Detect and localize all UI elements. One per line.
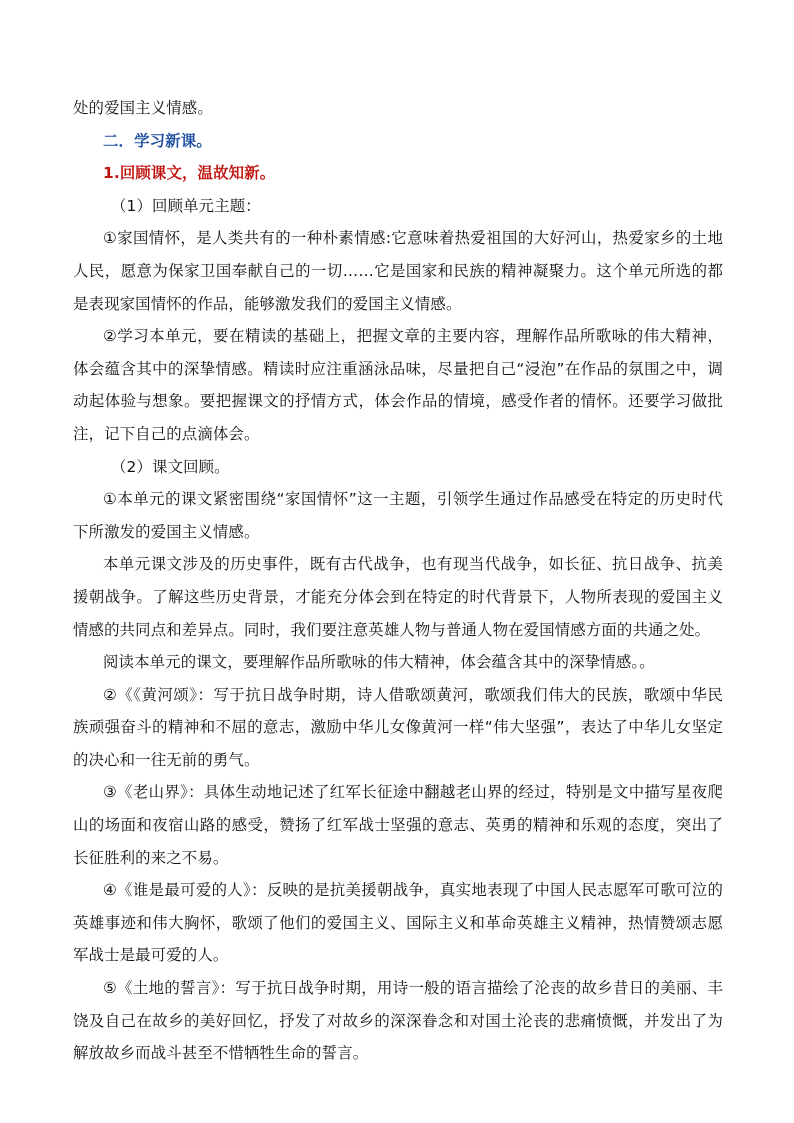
subheading-text-review: （2）课文回顾。	[111, 457, 230, 476]
paragraph-laoshan-pass: ③《老山界》：具体生动地记述了红军长征途中翻越老山界的经过，特别是文中描写星夜爬山的场面和夜宿山路的感受，赞扬了红军战士坚强的意志、英勇的精神和乐观的态度，突出了长征胜利的来之不易。	[73, 783, 723, 867]
section-heading-learn-new-lesson: 二．学习新课。	[103, 131, 212, 150]
subheading-unit-theme: （1）回顾单元主题：	[111, 196, 261, 215]
document-body	[73, 92, 723, 1070]
subsection-heading-review-texts: 1.回顾课文，温故知新。	[103, 164, 276, 183]
paragraph-reading-guidance: 阅读本单元的课文，要理解作品所歌咏的伟大精神，体会蕴含其中的深挚情感。。	[103, 653, 655, 672]
paragraph-family-country-feelings: ①家国情怀，是人类共有的一种朴素情感:它意味着热爱祖国的大好河山，热爱家乡的土地人民，愿意为保家卫国奉献自己的一切……它是国家和民族的精神凝聚力。这个单元所选的都是表现家国情怀的作品，能够激发我们的爱国主义情感。	[73, 229, 723, 313]
paragraph-study-unit: ②学习本单元，要在精读的基础上，把握文章的主要内容，理解作品所歌咏的伟大精神，体会蕴含其中的深挚情感。精读时应注重涵泳品味，尽量把自己“浸泡”在作品的氛围之中，调动起体验与想象。要把握课文的抒情方式，体会作品的情境，感受作者的情怀。还要学习做批注，记下自己的点滴体会。	[73, 327, 723, 443]
paragraph-most-lovable-people: ④《谁是最可爱的人》：反映的是抗美援朝战争，真实地表现了中国人民志愿军可歌可泣的英雄事迹和伟大胸怀，歌颂了他们的爱国主义、国际主义和革命英雄主义精神，热情赞颂志愿军战士是最可爱的人。	[73, 881, 723, 965]
paragraph-yellow-river-ode: ②《《黄河颂》：写于抗日战争时期，诗人借歌颂黄河，歌颂我们伟大的民族，歌颂中华民族顽强奋斗的精神和不屈的意志，激励中华儿女像黄河一样“伟大坚强”，表达了中华儿女坚定的决心和一往无前的勇气。	[73, 685, 723, 769]
paragraph-historical-events: 本单元课文涉及的历史事件，既有古代战争，也有现当代战争，如长征、抗日战争、抗美援朝战争。了解这些历史背景，才能充分体会到在特定的时代背景下，人物所表现的爱国主义情感的共同点和差异点。同时，我们要注意英雄人物与普通人物在爱国情感方面的共通之处。	[73, 555, 723, 639]
paragraph-continuation: 处的爱国主义情感。	[73, 99, 213, 117]
paragraph-oath-of-the-land: ⑤《土地的誓言》：写于抗日战争时期，用诗一般的语言描绘了沦丧的故乡昔日的美丽、丰饶及自己在故乡的美好回忆，抒发了对故乡的深深眷念和对国土沦丧的悲痛愤慨，并发出了为解放故乡而战斗甚至不惜牺牲生命的誓言。	[73, 979, 723, 1063]
paragraph-unit-theme-summary: ①本单元的课文紧密围绕“家国情怀”这一主题，引领学生通过作品感受在特定的历史时代下所激发的爱国主义情感。	[73, 490, 723, 541]
